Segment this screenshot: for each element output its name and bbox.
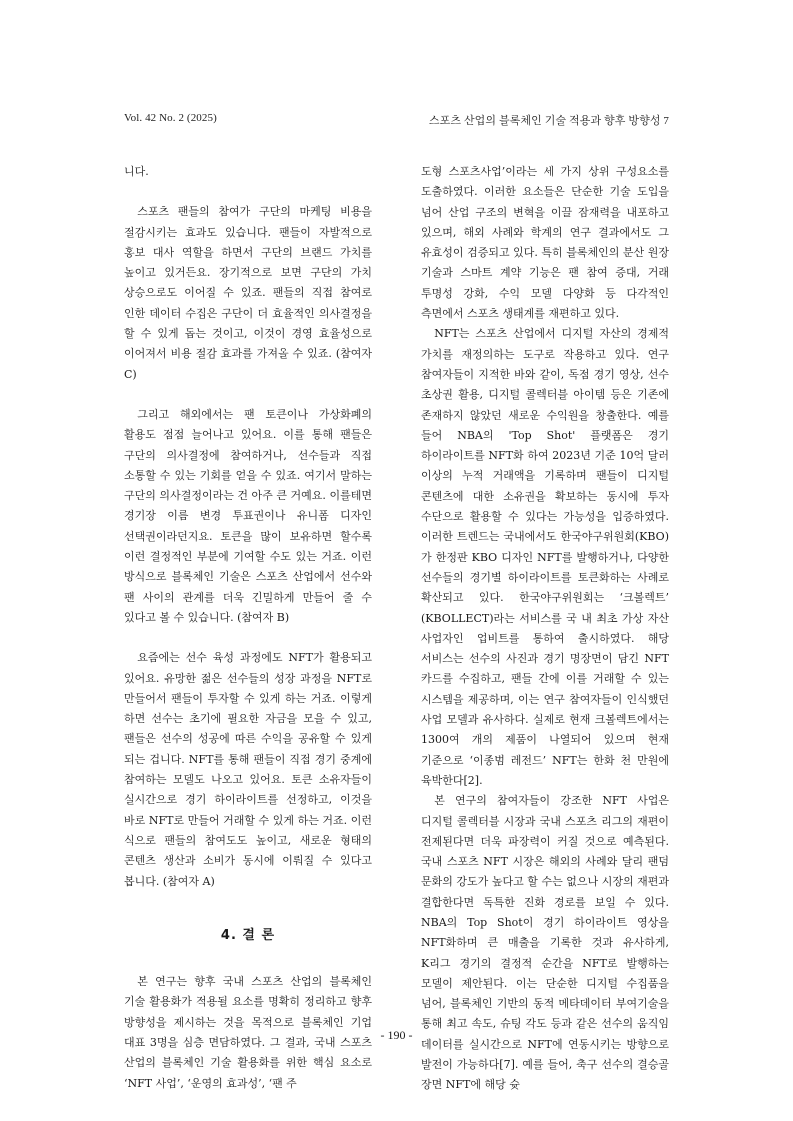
left-column [124,162,372,1094]
conclusion-paragraph: 본 연구는 향후 국내 스포츠 산업의 블록체인 기술 활용화가 적용될 요소를 명확히 정리하고 향후 방향성을 제시하는 것을 목적으로 블록체인 기업 대표 3명을 심층 면담하였다. 그 결과, 국내 스포츠 산업의 블록체인 기술 활용화를 위한 핵심 요소로 ‘NFT 사업’, ‘운영의 효과성’, ‘팬 주 [124,975,372,1090]
interview-quote-c: 스포츠 팬들의 참여가 구단의 마케팅 비용을 절감시키는 효과도 있습니다. 팬들이 자발적으로 홍보 대사 역할을 하면서 구단의 브랜드 가치를 높이고 있거든요. 장기적으로 보면 구단의 가치 상승으로도 이어질 수 있죠. 팬들의 직접 참여로 인한 데이터 수집은 구단이 더 효율적인 의사결정을 할 수 있게 돕는 것이고, 이것이 경영 효율성으로 이어져서 비용 절감 효과를 가져올 수 있죠. (참여자 C) [124,205,372,381]
paragraph-components: 도형 스포츠사업’이라는 세 가지 상위 구성요소를 도출하였다. 이러한 요소들은 단순한 기술 도입을 넘어 산업 구조의 변혁을 이끌 잠재력을 내포하고 있으며, 해외 사례와 학계의 연구 결과에서도 그 유효성이 검증되고 있다. 특히 블록체인의 분산 원장 기술과 스마트 계약 기능은 팬 참여 증대, 거래 투명성 강화, 수익 모델 다양화 등 다각적인 측면에서 스포츠 생태계를 재편하고 있다. [421,165,669,321]
paragraph-nft: NFT는 스포츠 산업에서 디지털 자산의 경제적 가치를 재정의하는 도구로 작용하고 있다. 연구 참여자들이 지적한 바와 같이, 독점 경기 영상, 선수 초상권 활용, 디지털 콜렉터블 아이템 등은 기존에 존재하지 않았던 새로운 수익원을 창출한다. 예를 들어 NBA의 'Top Shot' 플랫폼은 경기 하이라이트를 NFT화 하여 2023년 기준 10억 달러 이상의 누적 거래액을 기록하며 팬들이 디지털 콘텐츠에 대한 소유권을 확보하는 동시에 투자 수단으로 활용할 수 있다는 가능성을 입증하였다. 이러한 트렌드는 국내에서도 한국야구위원회(KBO)가 한정판 KBO 디자인 NFT를 발행하거나, 다양한 선수들의 경기별 하이라이트를 토큰화하는 사례로 확산되고 있다. 한국야구위원회는 ‘크볼렉트’ (KBOLLECT)라는 서비스를 국 내 최초 가상 자산 사업자인 업비트를 통하여 출시하였다. 해당 서비스는 선수의 사진과 경기 명장면이 담긴 NFT 카드를 수집하고, 팬들 간에 이를 거래할 수 있는 시스템을 제공하며, 이는 연구 참여자들이 인식했던 사업 모델과 유사하다. 실제로 현재 크볼렉트에서는 1300여 개의 제품이 나열되어 있으며 현재 기준으로 ‘이종범 레전드’ NFT는 한화 천 만원에 육박한다[2]. [421,327,669,787]
right-column [421,162,669,1096]
section-heading-conclusion: 4. 결 론 [220,927,276,943]
paragraph-continuation: 니다. [124,165,149,178]
page-number: - 190 - [380,1028,413,1042]
running-title: 스포츠 산업의 블록체인 기술 적용과 향후 방향성 7 [428,115,669,127]
interview-quote-a: 요즘에는 선수 육성 과정에도 NFT가 활용되고 있어요. 유망한 젊은 선수들의 성장 과정을 NFT로 만들어서 팬들이 투자할 수 있게 하는 거죠. 이렇게 하면 선수는 초기에 필요한 자금을 모을 수 있고, 팬들은 선수의 성공에 따른 수익을 공유할 수 있게 되는 겁니다. NFT를 통해 팬들이 직접 경기 중계에 참여하는 모델도 나오고 있어요. 토큰 소유자들이 실시간으로 경기 하이라이트를 선정하고, 이것을 바로 NFT로 만들어 거래할 수 있게 하는 거죠. 이런 식으로 팬들의 참여도도 높이고, 새로운 형태의 콘텐츠 생산과 소비가 동시에 이뤄질 수 있다고 봅니다. (참여자 A) [124,651,372,888]
paragraph-nft-market: 본 연구의 참여자들이 강조한 NFT 사업은 디지털 콜렉터블 시장과 국내 스포츠 리그의 재편이 전제된다면 더욱 파장력이 커질 것으로 예측된다. 국내 스포츠 NFT 시장은 해외의 사례와 달리 팬덤 문화의 강도가 높다고 할 수는 없으나 시장의 재편과 결합한다면 독특한 진화 경로를 보일 수 있다. NBA의 Top Shot이 경기 하이라이트 영상을 NFT화하며 큰 매출을 기록한 것과 유사하게, K리그 경기의 결정적 순간을 NFT로 발행하는 모델이 제안된다. 이는 단순한 디지털 수집품을 넘어, 블록체인 기반의 동적 메타데이터 부여기술을 통해 최고 속도, 슈팅 각도 등과 같은 선수의 움직임 데이터를 실시간으로 NFT에 연동시키는 방향으로 발전이 가능하다[7]. 예를 들어, 축구 선수의 결승골 장면 NFT에 해당 슛 [421,794,669,1092]
journal-volume: Vol. 42 No. 2 (2025) [124,112,217,124]
interview-quote-b: 그리고 해외에서는 팬 토큰이나 가상화폐의 활용도 점점 늘어나고 있어요. 이를 통해 팬들은 구단의 의사결정에 참여하거나, 선수들과 직접 소통할 수 있는 기회를 얻을 수 있죠. 여기서 말하는 구단의 의사결정이라는 건 아주 큰 거예요. 이를테면 경기장 이름 변경 투표권이나 유니폼 디자인 선택권이라던지요. 토큰을 많이 보유하면 할수록 이런 결정적인 부분에 기여할 수도 있는 거죠. 이런 방식으로 블록체인 기술은 스포츠 산업에서 선수와 팬 사이의 관계를 더욱 긴밀하게 만들어 줄 수 있다고 볼 수 있습니다. (참여자 B) [124,407,372,624]
